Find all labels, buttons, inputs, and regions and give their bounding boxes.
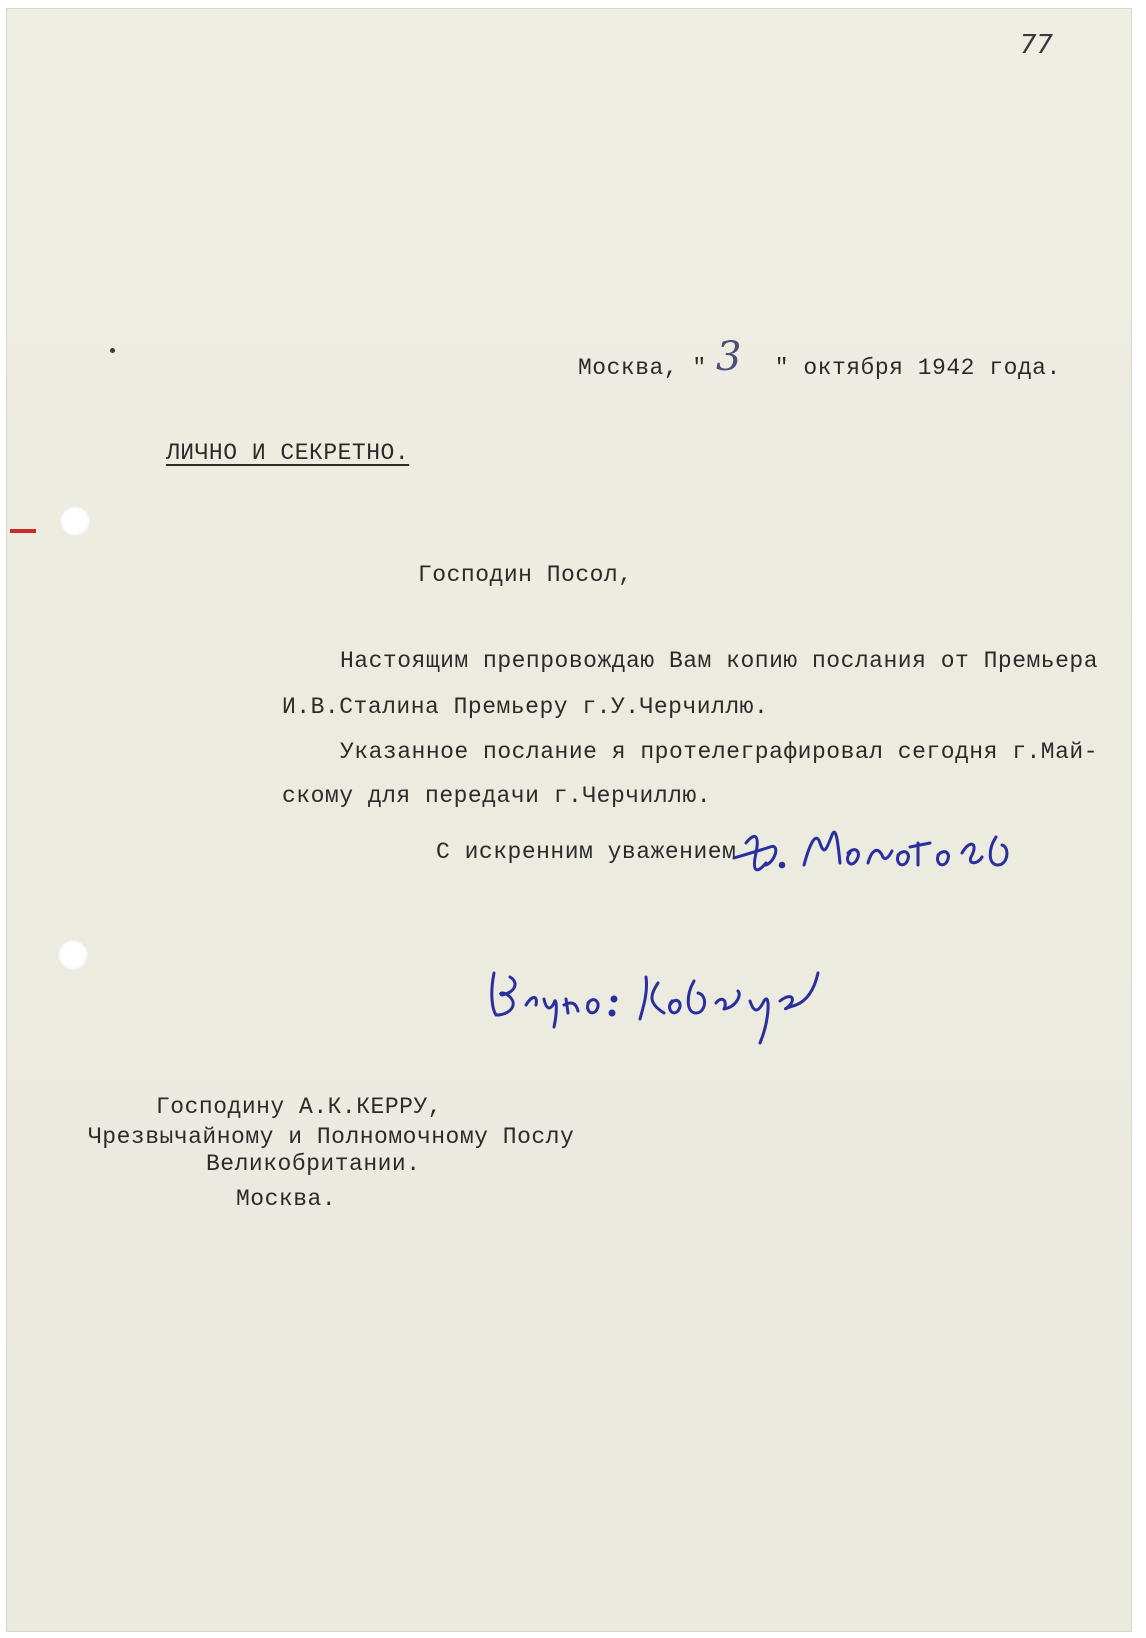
body-line-4: скому для передачи г.Черчиллю. <box>282 783 712 809</box>
document-page <box>6 8 1132 1632</box>
addressee-line-3: Великобритании. <box>206 1151 421 1177</box>
ink-speck <box>110 348 115 353</box>
body-line-2: И.В.Сталина Премьеру г.У.Черчиллю. <box>282 694 769 720</box>
addressee-line-2: Чрезвычайному и Полномочному Послу <box>88 1124 575 1150</box>
date-prefix: Москва, " <box>578 355 707 381</box>
body-line-3: Указанное послание я протелеграфировал сегодня г.Май- <box>340 739 1099 765</box>
salutation: Господин Посол, <box>418 562 633 588</box>
punch-hole-top <box>60 506 90 536</box>
date-line <box>578 355 1061 381</box>
addressee-line-1: Господину А.К.КЕРРУ, <box>156 1094 443 1120</box>
page-number: 77 <box>1020 30 1054 60</box>
molotov-signature <box>726 803 1046 893</box>
classification-heading: ЛИЧНО И СЕКРЕТНО. <box>166 440 410 466</box>
handwritten-day: 3 <box>716 334 742 380</box>
body-line-1: Настоящим препровождаю Вам копию послания от Премьера <box>340 648 1099 674</box>
date-suffix: " октября 1942 года. <box>774 355 1061 381</box>
certification-signature <box>480 943 860 1053</box>
closing-phrase: С искренним уважением <box>436 839 737 865</box>
addressee-line-4: Москва. <box>236 1186 337 1212</box>
red-margin-mark <box>10 529 36 533</box>
punch-hole-bottom <box>58 940 88 970</box>
